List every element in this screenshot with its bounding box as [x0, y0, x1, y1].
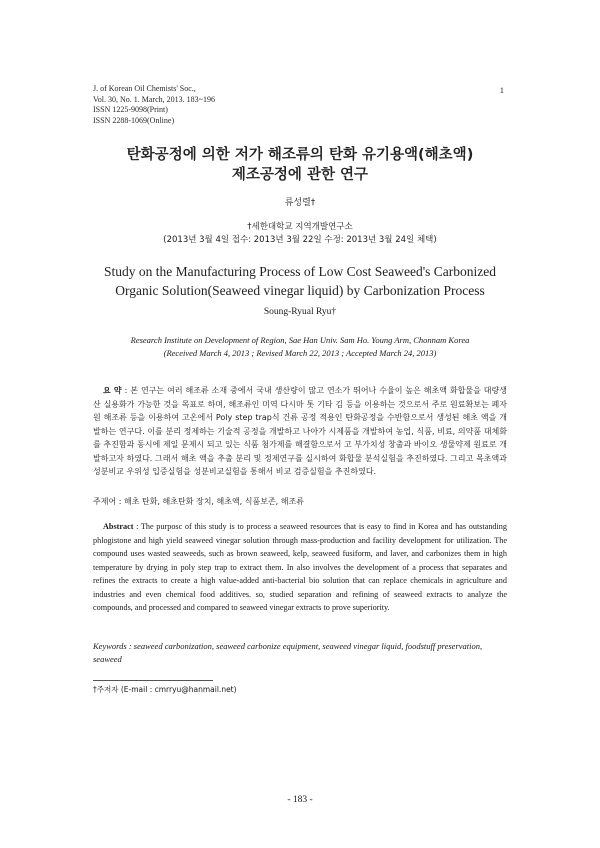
- english-abstract: [93, 520, 507, 615]
- korean-affiliation: [60, 221, 540, 247]
- journal-citation: [93, 84, 215, 126]
- english-abstract-text: : The purposc of this study is to process a seaweed resources that is easy to find in Korea and has outstanding phlogistone and high yield seaweed vinegar solution through mass-production and facility development for utilization. The compound uses wasted seaweeds, such as brown seaweed, kelp, seaweed fusiform, and laver, and carbonizes them in high temperature by drying in poly step trap to extract them. In also involves the development of a process that separates and refines the extracts to create a high value-added anti-bacterial bio solution that can replace chemicals in agriculture and industries and even chemical food additives. so, studied separation and refining of seaweed extracts to analyze the compounds, and processed and compared to seaweed vinegar extracts to prove superiority.: [93, 522, 507, 612]
- english-title: [60, 262, 540, 300]
- english-title-line2: Organic Solution(Seaweed vinegar liquid) by Carbonization Process: [115, 283, 485, 298]
- footnote: †주저자 (E-mail : cmrryu@hanmail.net): [93, 685, 237, 694]
- journal-volume: Vol. 30, No. 1. March, 2013. 183~196: [93, 94, 215, 104]
- korean-author: 류성렬†: [284, 198, 316, 208]
- page-number-bottom: - 183 -: [287, 795, 313, 805]
- korean-abstract-label: 요 약: [103, 386, 122, 395]
- journal-name: J. of Korean Oil Chemists' Soc.,: [93, 84, 196, 93]
- english-abstract-label: Abstract: [103, 522, 134, 531]
- journal-issn-online: ISSN 2288-1069(Online): [93, 115, 175, 125]
- english-keywords-text: : seaweed carbonization, seaweed carbonize equipment, seaweed vinegar liquid, foodstuff preservation, seaweed: [93, 641, 483, 664]
- english-received-dates: (Received March 4, 2013 ; Revised March 22, 2013 ; Accepted March 24, 2013): [163, 348, 437, 358]
- page-number-top: 1: [499, 85, 504, 95]
- english-title-line1: Study on the Manufacturing Process of Low Cost Seaweed's Carbonized: [104, 264, 496, 279]
- korean-received-dates: (2013년 3월 4일 접수: 2013년 3월 22일 수정: 2013년 3월 24일 체택): [163, 235, 437, 245]
- english-affiliation-name: Research Institute on Development of Region, Sae Han Univ. Sam Ho. Young Arm, Chonnam Korea: [130, 335, 470, 345]
- english-keywords-label: Keywords: [93, 641, 127, 651]
- korean-abstract: [93, 384, 507, 479]
- korean-abstract-text: : 본 연구는 여러 해조류 소재 중에서 국내 생산량이 많고 연소가 뛰어나 수율이 높은 해초액 화합물을 대량생산 실용화가 가능한 것을 목표로 하며, 해조류인 미역 다시마 톳 기타 김 등을 이용하는 것으로서 주로 원료확보는 폐자원 해조류 등을 이용하여 고온에서 Poly step trap식 건류 공정 적용인 탄화공정을 수반함으로서 생성된 해초 액을 개발하는 연구다. 이를 분리 정제하는 기술적 공정을 개발하고 나아가 시제품을 개발하여 농업, 식품, 비료, 의약품 대체화를 추진함과 동시에 제일 문제시 되고 있는 식품 첨가제를 해결함으로서 고 부가치성 창출과 바이오 생물약제 원료로 개발하고자 하였다. 그래서 해초 액을 추출 분리 및 정제연구를 실시하여 화합물 분석실험을 추진하였다. 그리고 목초액과 성분비교 우위성 입증실험을 성분비교실험을 통해서 비교 검증실험을 추진하였다.: [93, 386, 507, 476]
- english-affiliation: [60, 334, 540, 360]
- footnote-divider: [93, 680, 213, 681]
- english-author: Soung-Ryual Ryu†: [263, 307, 337, 317]
- journal-issn-print: ISSN 1225-9098(Print): [93, 105, 168, 114]
- korean-title-line2: 제조공정에 관한 연구: [231, 167, 369, 183]
- korean-title: [60, 145, 540, 185]
- korean-keywords: 주제어 : 해초 탄화, 해초탄화 장치, 해초액, 식품보존, 해조류: [93, 497, 304, 506]
- english-keywords: [93, 640, 507, 665]
- korean-title-line1: 탄화공정에 의한 저가 해조류의 탄화 유기용액(해초액): [126, 147, 474, 163]
- korean-affiliation-name: †세한대학교 지역개발연구소: [247, 222, 353, 232]
